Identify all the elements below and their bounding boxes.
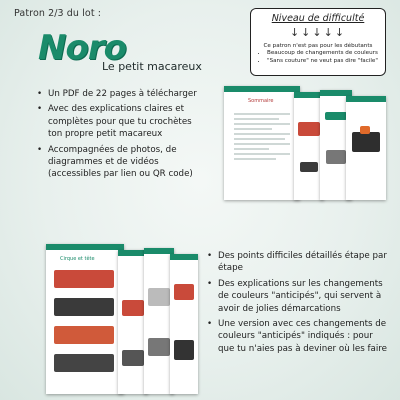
- list-item: • Un PDF de 22 pages à télécharger: [48, 88, 206, 100]
- list-item: • Accompagnées de photos, de diagrammes et de vidéos (accessibles par lien ou QR code): [48, 144, 206, 181]
- feature-list-bottom: [206, 250, 388, 358]
- product-subtitle: Le petit macareux: [102, 60, 202, 73]
- page-preview: [170, 254, 198, 394]
- list-item: • Des explications sur les changements de couleurs "anticipés", qui servent à avoir de jolies démarcations: [218, 278, 388, 315]
- section-title: Cirque et tête: [60, 256, 95, 262]
- feature-list-top: [36, 88, 206, 184]
- difficulty-title: Niveau de difficulté: [271, 13, 365, 24]
- difficulty-box: [250, 8, 386, 76]
- patron-label: Patron 2/3 du lot :: [14, 8, 102, 19]
- difficulty-bullet: • Beaucoup de changements de couleurs: [267, 50, 379, 57]
- list-item: • Des points difficiles détaillés étape par étape: [218, 250, 388, 275]
- noro-logo: Noro: [38, 28, 126, 68]
- page-preview: [224, 86, 300, 200]
- difficulty-arrows-icon: ↓↓↓↓↓: [289, 26, 347, 39]
- difficulty-bullet: • "Sans couture" ne veut pas dire "facile": [267, 58, 379, 65]
- list-item: • Une version avec ces changements de couleurs "anticipés" indiqués : pour que tu n'aies pas à deviner où les faire: [218, 318, 388, 355]
- page-preview: [46, 244, 124, 394]
- list-item: • Avec des explications claires et complètes pour que tu crochètes ton propre petit macareux: [48, 103, 206, 140]
- toc-title: Sommaire: [248, 98, 274, 104]
- difficulty-text: [257, 43, 379, 65]
- difficulty-line: Ce patron n'est pas pour les débutants: [263, 43, 373, 49]
- page-preview: [346, 96, 386, 200]
